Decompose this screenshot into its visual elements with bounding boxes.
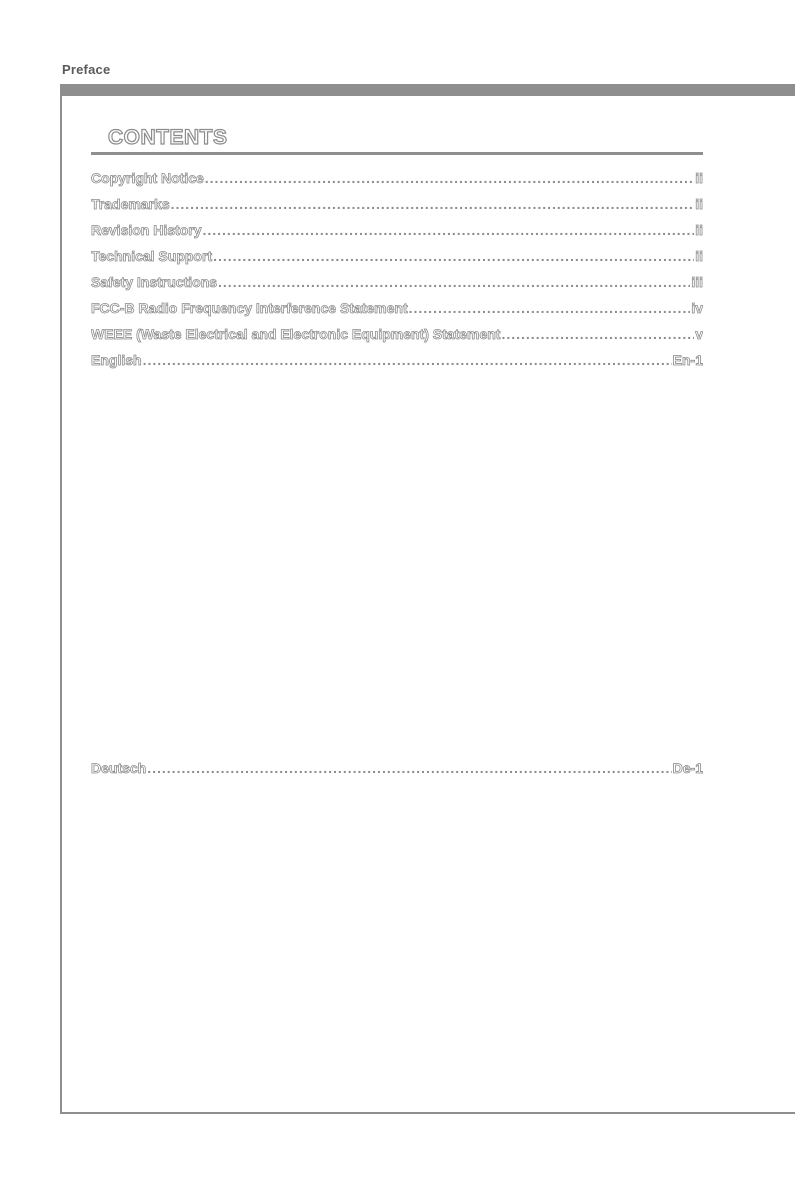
toc-entry-page: En-1 — [672, 352, 703, 368]
toc-entry-page: iii — [691, 274, 703, 290]
toc-leader-dots — [147, 760, 671, 776]
toc-entry-page: ii — [695, 170, 703, 186]
toc-entry-english[interactable] — [91, 352, 703, 372]
toc-entry-label: Revision History — [91, 222, 202, 238]
toc-entry-label: FCC-B Radio Frequency Interference Statement — [91, 300, 408, 316]
toc-leader-dots — [213, 248, 694, 264]
contents-divider — [91, 152, 703, 155]
toc-entry-label: Copyright Notice — [91, 170, 204, 186]
toc-entry-label: Safety Instructions — [91, 274, 218, 290]
toc-entry-technical-support[interactable] — [91, 248, 703, 268]
toc-entry-safety-instructions[interactable] — [91, 274, 703, 294]
toc-entry-copyright[interactable] — [91, 170, 703, 190]
toc-entry-deutsch[interactable] — [91, 760, 703, 780]
toc-entry-label: Trademarks — [91, 196, 170, 212]
frame-bottom-border — [60, 1112, 795, 1114]
toc-entry-page: iv — [691, 300, 703, 316]
toc-entry-fcc-statement[interactable] — [91, 300, 703, 320]
toc-entry-page: ii — [695, 196, 703, 212]
toc-entry-weee-statement[interactable] — [91, 326, 703, 346]
toc-leader-dots — [501, 326, 694, 342]
frame-left-border — [60, 84, 62, 1114]
toc-leader-dots — [171, 196, 695, 212]
header-bar — [60, 84, 795, 96]
toc-leader-dots — [218, 274, 690, 290]
toc-leader-dots — [409, 300, 691, 316]
toc-entry-page: De-1 — [672, 760, 703, 776]
contents-title: CONTENTS — [108, 126, 228, 149]
toc-entry-label: Deutsch — [91, 760, 147, 776]
toc-entry-label: English — [91, 352, 142, 368]
toc-entry-label: Technical Support — [91, 248, 213, 264]
toc-entry-page: ii — [695, 248, 703, 264]
toc-entry-page: v — [695, 326, 703, 342]
toc-entry-revision-history[interactable] — [91, 222, 703, 242]
toc-entry-trademarks[interactable] — [91, 196, 703, 216]
toc-entry-label: WEEE (Waste Electrical and Electronic Equipment) Statement — [91, 326, 501, 342]
toc-leader-dots — [143, 352, 672, 368]
toc-entry-page: ii — [695, 222, 703, 238]
toc-leader-dots — [205, 170, 694, 186]
section-label: Preface — [62, 62, 111, 77]
toc-leader-dots — [202, 222, 694, 238]
